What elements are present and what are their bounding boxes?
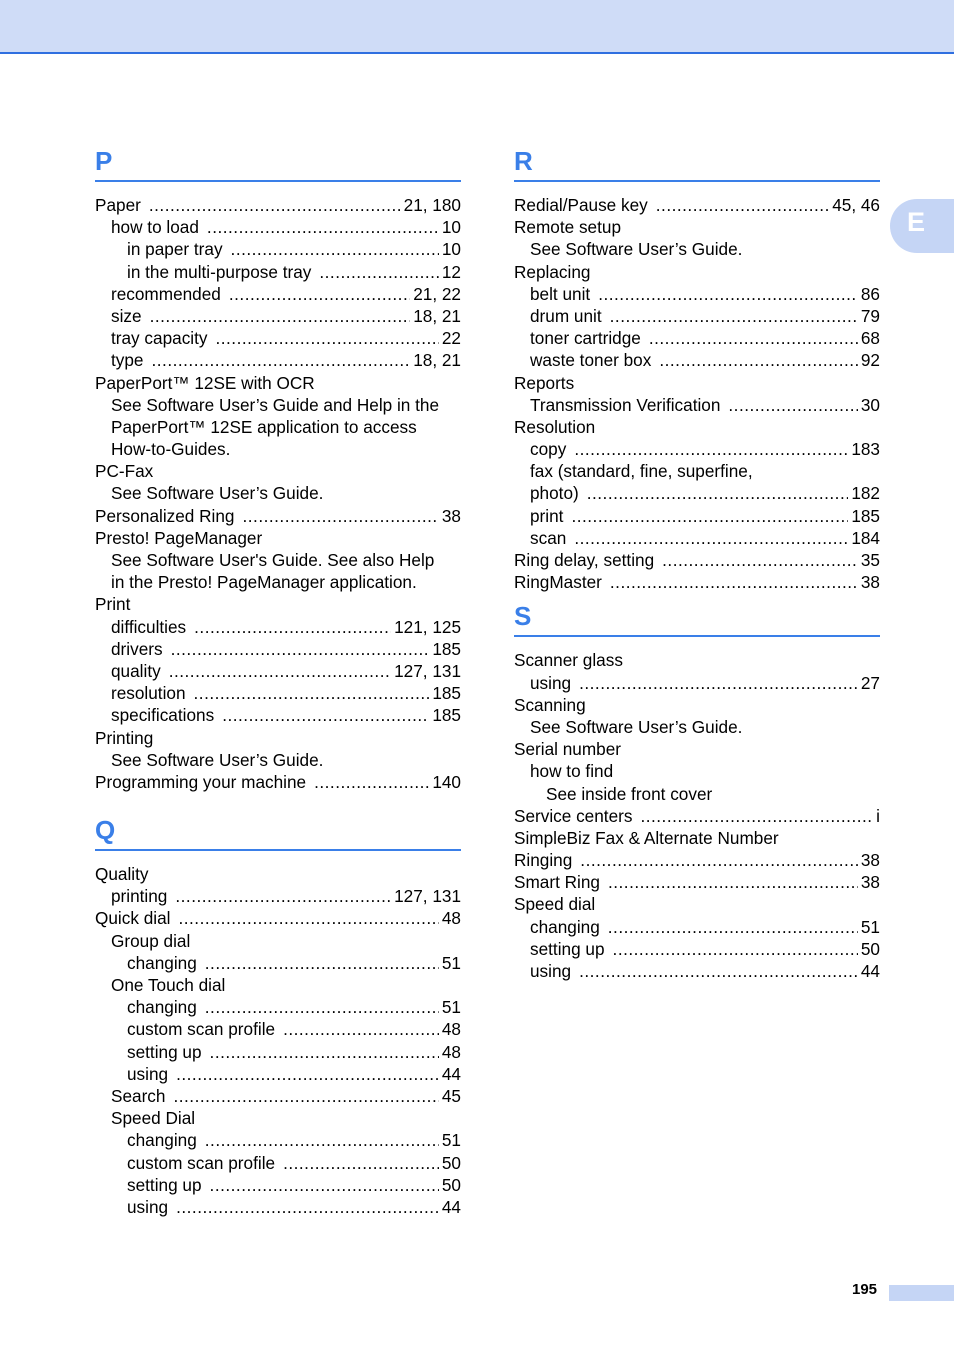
index-entry [95, 283, 461, 305]
index-entry [514, 394, 880, 416]
header-band [0, 0, 954, 54]
index-entry-page: 48 [441, 1041, 461, 1062]
index-entry-term: Scanner glass [514, 650, 623, 671]
index-entry-term: quality [111, 660, 161, 681]
dot-leader [608, 916, 858, 938]
index-entry [95, 1041, 461, 1063]
index-entry-term: PC-Fax [95, 461, 154, 482]
index-entry [514, 783, 880, 805]
index-entry-page: 27 [860, 672, 880, 693]
dot-leader [205, 1129, 439, 1151]
section-spacer [95, 793, 461, 815]
index-entry-page: 86 [860, 283, 880, 304]
index-entry [514, 216, 880, 238]
dot-leader [215, 327, 438, 349]
index-entry [95, 771, 461, 793]
index-entry-term: type [111, 350, 144, 371]
index-entry-page: 51 [441, 1130, 461, 1151]
index-entry [95, 438, 461, 460]
index-entry [95, 952, 461, 974]
index-entry-term: Service centers [514, 805, 633, 826]
index-entry [95, 1196, 461, 1218]
index-entry [95, 1107, 461, 1129]
index-entry-term: changing [530, 916, 600, 937]
dot-leader [176, 1196, 439, 1218]
index-entry [514, 327, 880, 349]
index-entry-page: 140 [432, 771, 461, 792]
index-entry-page: 10 [441, 217, 461, 238]
index-entry-term: in the multi-purpose tray [127, 261, 312, 282]
index-entry-term: tray capacity [111, 328, 208, 349]
dot-leader [640, 805, 873, 827]
dot-leader [169, 660, 391, 682]
index-entry [95, 372, 461, 394]
index-entry [95, 216, 461, 238]
dot-leader [178, 907, 438, 929]
index-entry-page: 38 [860, 872, 880, 893]
dot-leader [574, 438, 848, 460]
index-entry-term: changing [127, 1130, 197, 1151]
page-number: 195 [852, 1281, 878, 1298]
index-entry [514, 194, 880, 216]
index-entry-term: recommended [111, 283, 221, 304]
index-entry-page: 22 [441, 328, 461, 349]
page-number-tab [889, 1285, 954, 1301]
index-entry [514, 305, 880, 327]
section-heading: Q [95, 815, 461, 851]
index-entry [95, 194, 461, 216]
index-entry-term: See Software User’s Guide. [530, 239, 743, 260]
index-entry-term: Group dial [111, 930, 191, 951]
index-entry [95, 505, 461, 527]
index-entry-term: changing [127, 997, 197, 1018]
index-entry [95, 638, 461, 660]
index-entry [514, 438, 880, 460]
index-entry [95, 305, 461, 327]
index-entry-term: setting up [127, 1174, 202, 1195]
index-entry-page: 45 [441, 1085, 461, 1106]
dot-leader [194, 616, 391, 638]
dot-leader [608, 871, 858, 893]
index-entry-term: in paper tray [127, 239, 223, 260]
section-heading: R [514, 146, 880, 182]
dot-leader [662, 549, 858, 571]
index-entry-page: 21, 180 [403, 195, 461, 215]
index-entry-term: Replacing [514, 261, 591, 282]
index-entry-term: size [111, 305, 142, 326]
index-entry [95, 482, 461, 504]
index-entry-page: 18, 21 [413, 350, 461, 371]
dot-leader [613, 938, 858, 960]
index-entry-page: 184 [851, 527, 880, 548]
index-entry-term: Transmission Verification [530, 394, 721, 415]
index-entry [514, 760, 880, 782]
index-entry-term: Speed Dial [111, 1108, 196, 1129]
dot-leader [587, 482, 849, 504]
index-entry [514, 416, 880, 438]
index-entry [95, 930, 461, 952]
index-entry [95, 907, 461, 929]
index-column-left [95, 146, 461, 1218]
dot-leader [659, 349, 858, 371]
index-entry-term: changing [127, 952, 197, 973]
index-entry-page: 50 [441, 1152, 461, 1173]
index-entry-term: See Software User's Guide. See also Help [111, 550, 435, 570]
index-entry-term: specifications [111, 705, 215, 726]
index-entry-term: RingMaster [514, 572, 602, 593]
index-entry-term: Programming your machine [95, 771, 307, 792]
dot-leader [175, 885, 391, 907]
index-entry-term: setting up [530, 938, 605, 959]
index-entry-page: 50 [441, 1174, 461, 1195]
index-entry-page: 21, 22 [413, 283, 461, 304]
index-entry-term: See Software User’s Guide and Help in the [111, 394, 440, 415]
index-entry [95, 1152, 461, 1174]
index-entry-term: PaperPort™ 12SE application to access [111, 416, 417, 437]
index-entry-list [95, 863, 461, 1218]
index-entry-term: Presto! PageManager [95, 527, 263, 548]
index-entry-page: 44 [441, 1063, 461, 1084]
index-entry [514, 960, 880, 982]
index-entry-term: how to find [530, 761, 614, 782]
dot-leader [283, 1152, 439, 1174]
index-entry [514, 827, 880, 849]
index-column-right [514, 146, 880, 982]
index-entry-term: using [530, 961, 572, 981]
index-entry-page: 68 [860, 328, 880, 349]
index-entry-page: 185 [851, 505, 880, 526]
index-entry-term: Redial/Pause key [514, 195, 648, 215]
index-entry-term: Smart Ring [514, 872, 600, 893]
dot-leader [207, 216, 439, 238]
index-entry-term: Personalized Ring [95, 505, 235, 526]
index-entry [514, 527, 880, 549]
index-entry [95, 616, 461, 638]
index-entry [95, 549, 461, 571]
index-entry-term: printing [111, 886, 168, 907]
index-entry-term: setting up [127, 1041, 202, 1062]
index-entry [514, 738, 880, 760]
index-entry [514, 571, 880, 593]
index-entry-page: 51 [860, 916, 880, 937]
index-entry-term: Serial number [514, 739, 621, 760]
index-entry [95, 261, 461, 283]
index-entry [95, 996, 461, 1018]
index-entry [95, 349, 461, 371]
section-spacer [514, 593, 880, 601]
index-entry-page: 38 [860, 850, 880, 871]
index-entry [95, 327, 461, 349]
index-entry-page: 12 [441, 261, 461, 282]
index-entry [95, 238, 461, 260]
index-entry [514, 372, 880, 394]
index-entry-term: using [530, 672, 572, 693]
index-entry [95, 1129, 461, 1151]
dot-leader [656, 194, 829, 216]
index-entry [95, 682, 461, 704]
index-entry [95, 660, 461, 682]
index-entry [514, 871, 880, 893]
index-entry [514, 805, 880, 827]
index-entry [95, 460, 461, 482]
index-entry-term: in the Presto! PageManager application. [111, 572, 417, 593]
dot-leader [176, 1063, 439, 1085]
index-entry-page: 38 [860, 572, 880, 593]
dot-leader [149, 194, 401, 216]
index-entry-term: See Software User’s Guide. [530, 716, 743, 737]
index-entry [514, 549, 880, 571]
dot-leader [283, 1018, 439, 1040]
dot-leader [229, 283, 410, 305]
index-entry-page: 51 [441, 952, 461, 973]
index-entry-term: Remote setup [514, 217, 622, 238]
index-entry-term: Quality [95, 864, 149, 885]
index-entry [95, 727, 461, 749]
index-entry [95, 885, 461, 907]
index-entry-term: Search [111, 1085, 166, 1106]
index-entry [514, 938, 880, 960]
index-entry-term: resolution [111, 683, 186, 704]
dot-leader [210, 1041, 439, 1063]
index-entry-page: 185 [432, 683, 461, 704]
index-entry-term: Printing [95, 727, 154, 748]
index-entry [514, 261, 880, 283]
index-entry-term: How-to-Guides. [111, 439, 231, 460]
index-entry-page: 10 [441, 239, 461, 260]
index-entry-term: difficulties [111, 616, 187, 637]
index-entry-term: Paper [95, 195, 141, 215]
dot-leader [610, 305, 858, 327]
index-entry-term: SimpleBiz Fax & Alternate Number [514, 827, 779, 848]
dot-leader [610, 571, 858, 593]
index-entry [95, 863, 461, 885]
index-entry [95, 1174, 461, 1196]
index-entry-term: custom scan profile [127, 1152, 276, 1173]
index-entry [95, 394, 461, 416]
index-entry-page: 35 [860, 550, 880, 570]
index-entry-term: how to load [111, 217, 199, 238]
index-entry-page: 92 [860, 350, 880, 371]
index-entry-page: 48 [441, 908, 461, 929]
index-entry-page: 44 [860, 961, 880, 981]
dot-leader [579, 672, 858, 694]
index-entry [95, 1063, 461, 1085]
index-entry-term: Quick dial [95, 908, 171, 929]
index-entry [514, 916, 880, 938]
index-entry [95, 1018, 461, 1040]
index-entry-term: waste toner box [530, 350, 652, 371]
dot-leader [598, 283, 858, 305]
dot-leader [319, 261, 439, 283]
dot-leader [579, 960, 858, 982]
index-entry-page: 79 [860, 305, 880, 326]
index-entry-page: 38 [441, 505, 461, 526]
index-entry-term: using [127, 1196, 169, 1217]
index-entry [514, 672, 880, 694]
index-entry [95, 571, 461, 593]
index-entry [514, 694, 880, 716]
dot-leader [194, 682, 430, 704]
index-entry [514, 460, 880, 482]
chapter-tab-letter: E [907, 207, 926, 237]
index-entry [514, 893, 880, 915]
dot-leader [150, 305, 411, 327]
dot-leader [173, 1085, 438, 1107]
index-entry-term: PaperPort™ 12SE with OCR [95, 372, 315, 393]
index-entry-page: 45, 46 [832, 195, 880, 215]
index-entry-term: Reports [514, 372, 575, 393]
index-entry-term: print [530, 505, 564, 526]
index-entry-page: 30 [860, 394, 880, 415]
dot-leader [571, 505, 848, 527]
index-entry [514, 649, 880, 671]
index-entry-term: Ringing [514, 850, 573, 871]
index-entry-list [514, 649, 880, 982]
index-entry-term: scan [530, 527, 567, 548]
index-entry-page: 183 [851, 439, 880, 460]
index-entry-term: Scanning [514, 694, 586, 715]
index-entry-page: 18, 21 [413, 305, 461, 326]
index-entry-term: photo) [530, 483, 579, 504]
dot-leader [222, 704, 429, 726]
index-entry-term: toner cartridge [530, 328, 641, 349]
index-entry-page: 182 [851, 483, 880, 504]
dot-leader [649, 327, 858, 349]
index-entry-page: 51 [441, 997, 461, 1018]
index-entry-term: Speed dial [514, 894, 596, 915]
section-heading: P [95, 146, 461, 182]
index-entry-term: Print [95, 594, 131, 615]
index-entry [95, 749, 461, 771]
index-entry-term: drum unit [530, 305, 602, 326]
dot-leader [728, 394, 857, 416]
index-entry-term: See inside front cover [546, 783, 713, 804]
index-entry-term: copy [530, 439, 567, 460]
index-entry-term: custom scan profile [127, 1019, 276, 1040]
index-entry [514, 349, 880, 371]
index-entry-page: 185 [432, 638, 461, 659]
index-entry-term: Ring delay, setting [514, 550, 655, 570]
index-entry-page: i [876, 805, 880, 826]
index-entry [95, 527, 461, 549]
index-entry-list [514, 194, 880, 593]
index-entry [514, 283, 880, 305]
index-entry [514, 505, 880, 527]
index-entry-page: 127, 131 [394, 886, 461, 907]
index-entry-term: belt unit [530, 283, 591, 304]
dot-leader [314, 771, 429, 793]
index-entry-page: 44 [441, 1196, 461, 1217]
index-entry-term: See Software User’s Guide. [111, 483, 324, 504]
index-entry-page: 185 [432, 705, 461, 726]
index-entry [95, 416, 461, 438]
dot-leader [243, 505, 439, 527]
dot-leader [171, 638, 430, 660]
index-entry-page: 127, 131 [394, 660, 461, 681]
index-entry-term: Resolution [514, 416, 596, 437]
index-entry-term: See Software User’s Guide. [111, 749, 324, 770]
dot-leader [152, 349, 411, 371]
dot-leader [580, 849, 858, 871]
index-entry-page: 48 [441, 1019, 461, 1040]
section-heading: S [514, 601, 880, 637]
dot-leader [205, 996, 439, 1018]
index-entry-list [95, 194, 461, 793]
index-entry [95, 593, 461, 615]
index-entry [514, 849, 880, 871]
dot-leader [574, 527, 848, 549]
index-entry [95, 704, 461, 726]
index-entry-term: One Touch dial [111, 975, 226, 995]
dot-leader [210, 1174, 439, 1196]
dot-leader [231, 238, 439, 260]
index-entry [514, 716, 880, 738]
dot-leader [205, 952, 439, 974]
index-entry [514, 238, 880, 260]
index-entry [95, 1085, 461, 1107]
index-entry-term: fax (standard, fine, superfine, [530, 461, 753, 482]
index-entry-page: 50 [860, 938, 880, 959]
index-entry-page: 121, 125 [394, 616, 461, 637]
index-entry [514, 482, 880, 504]
chapter-tab [890, 199, 954, 253]
index-entry [95, 974, 461, 996]
index-entry-term: using [127, 1063, 169, 1084]
index-entry-term: drivers [111, 638, 163, 659]
